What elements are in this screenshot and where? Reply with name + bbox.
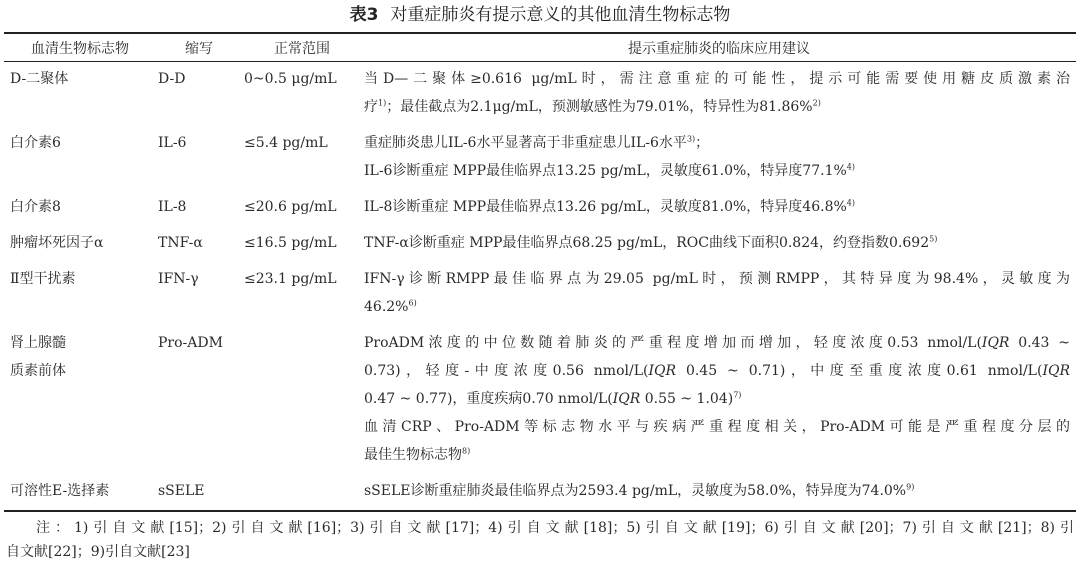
advice-text: 疗 (364, 99, 378, 115)
advice-text: sSELE诊断重症肺炎最佳临界点为2593.4 pg/mL，灵敏度为58.0%，特异度为74.0% (364, 483, 907, 499)
table-footnote (6, 516, 1074, 564)
advice-line (364, 357, 1070, 385)
header-normal-range: 正常范围 (274, 40, 330, 57)
italic-term: IQR (981, 335, 1010, 351)
header-abbreviation: 缩写 (185, 40, 213, 57)
footnote-line: 自文献[22]；9)引自文献[23] (6, 544, 190, 560)
cell-abbreviation: D-D (158, 71, 186, 87)
citation-marker: 8) (462, 446, 471, 456)
advice-text: 0.73)，轻度-中度浓度0.56 nmol/L( (364, 363, 649, 379)
advice-text: 当D—二聚体≥0.616 μg/mL时，需注意重症的可能性，提示可能需要使用糖皮质激素治 (364, 71, 1070, 87)
cell-biomarker-name (4, 326, 156, 474)
cell-normal-range (242, 326, 362, 474)
cell-clinical-advice (362, 474, 1076, 511)
advice-line (364, 93, 1070, 121)
cell-abbreviation: sSELE (158, 483, 205, 499)
cell-abbreviation: IL-6 (158, 135, 187, 151)
footnote-line: 注：1)引自文献[15]；2)引自文献[16]；3)引自文献[17]；4)引自文献[18]；5)引自文献[19]；6)引自文献[20]；7)引自文献[21]；8)引 (36, 520, 1074, 536)
biomarker-name-line: 肾上腺髓 (10, 335, 66, 351)
biomarker-name-line: 肿瘤坏死因子α (10, 235, 104, 251)
advice-text: 46.2% (364, 299, 409, 315)
cell-normal-range: ≤20.6 pg/mL (244, 199, 337, 215)
biomarker-name-line: 质素前体 (10, 363, 66, 379)
table-row (4, 474, 1076, 511)
advice-line (364, 293, 1070, 321)
citation-marker: 3) (686, 134, 696, 144)
cell-normal-range: ≤23.1 pg/mL (244, 271, 337, 287)
cell-biomarker-name (4, 262, 156, 326)
advice-line (364, 441, 1070, 469)
citation-marker: 4) (846, 162, 855, 172)
table-row (4, 190, 1076, 226)
italic-term: IQR (648, 363, 677, 379)
cell-biomarker-name (4, 62, 156, 127)
cell-abbreviation: IL-8 (158, 199, 187, 215)
cell-abbreviation: TNF-α (158, 235, 203, 251)
advice-line (364, 329, 1070, 357)
table-header-row (4, 33, 1076, 62)
italic-term: IQR (612, 391, 641, 407)
advice-text: 0.47 ~ 0.77)，重度疾病0.70 nmol/L( (364, 391, 613, 407)
advice-text: ；最佳截点为2.1μg/mL，预测敏感性为79.01%，特异性为81.86% (386, 99, 813, 115)
advice-line (364, 229, 1070, 257)
cell-normal-range: ≤5.4 pg/mL (244, 135, 328, 151)
advice-text: ProADM浓度的中位数随着肺炎的严重程度增加而增加，轻度浓度0.53 nmol/L( (364, 335, 982, 351)
citation-marker: 1) (378, 98, 387, 108)
cell-clinical-advice (362, 190, 1076, 226)
table-row (4, 326, 1076, 474)
advice-line (364, 265, 1070, 293)
advice-text: IL-6诊断重症 MPP最佳临界点13.25 pg/mL，灵敏度61.0%，特异度77.1% (364, 163, 847, 179)
table-title: 对重症肺炎有提示意义的其他血清生物标志物 (390, 5, 731, 25)
advice-text: IFN-γ诊断RMPP最佳临界点为29.05 pg/mL时，预测RMPP，其特异度为98.4%，灵敏度为 (364, 271, 1070, 287)
advice-line (364, 413, 1070, 441)
cell-clinical-advice (362, 262, 1076, 326)
cell-normal-range (242, 474, 362, 511)
advice-line (364, 157, 1070, 185)
advice-text: 最佳生物标志物 (364, 447, 462, 463)
biomarker-name-line: 可溶性E-选择素 (10, 483, 110, 499)
advice-line (364, 477, 1070, 505)
italic-term: IQR (1042, 363, 1070, 379)
advice-line (364, 385, 1070, 413)
advice-text: 0.55 ~ 1.04) (640, 391, 734, 407)
cell-biomarker-name (4, 126, 156, 190)
advice-text: IL-8诊断重症 MPP最佳临界点13.26 pg/mL，灵敏度81.0%，特异度46.8% (364, 199, 847, 215)
biomarker-name-line: D-二聚体 (10, 71, 69, 87)
cell-normal-range: ≤16.5 pg/mL (244, 235, 337, 251)
cell-clinical-advice (362, 226, 1076, 262)
advice-text: 0.45 ~ 0.71)，中度至重度浓度0.61 nmol/L( (676, 363, 1043, 379)
cell-abbreviation: IFN-γ (158, 271, 199, 287)
citation-marker: 4) (846, 198, 855, 208)
table-row (4, 62, 1076, 127)
cell-clinical-advice (362, 326, 1076, 474)
cell-clinical-advice (362, 126, 1076, 190)
table-row (4, 126, 1076, 190)
citation-marker: 6) (408, 298, 417, 308)
biomarker-table (4, 32, 1076, 512)
advice-text: 0.43 ~ (1009, 335, 1070, 351)
biomarker-name-line: 白介素6 (10, 135, 61, 151)
citation-marker: 9) (906, 482, 915, 492)
advice-line (364, 129, 1070, 157)
header-biomarker: 血清生物标志物 (31, 40, 129, 57)
table-caption (0, 4, 1080, 26)
citation-marker: 7) (733, 390, 742, 400)
advice-text: TNF-α诊断重症 MPP最佳临界点68.25 pg/mL，ROC曲线下面积0.824，约登指数0.692 (364, 235, 930, 251)
table-row (4, 262, 1076, 326)
biomarker-name-line: Ⅱ型干扰素 (10, 271, 76, 287)
table-row (4, 226, 1076, 262)
advice-text: 血清CRP、Pro-ADM等标志物水平与疾病严重程度相关，Pro-ADM可能是严重程度分层的 (364, 419, 1070, 435)
cell-normal-range: 0~0.5 μg/mL (244, 71, 337, 87)
cell-biomarker-name (4, 226, 156, 262)
cell-biomarker-name (4, 190, 156, 226)
table-number: 表3 (349, 5, 379, 25)
cell-biomarker-name (4, 474, 156, 511)
header-clinical-advice: 提示重症肺炎的临床应用建议 (628, 40, 810, 57)
advice-line (364, 193, 1070, 221)
advice-line (364, 65, 1070, 93)
cell-clinical-advice (362, 62, 1076, 127)
citation-marker: 2) (812, 98, 821, 108)
biomarker-name-line: 白介素8 (10, 199, 61, 215)
cell-abbreviation: Pro-ADM (158, 335, 223, 351)
advice-text: 重症肺炎患儿IL-6水平显著高于非重症患儿IL-6水平 (364, 135, 687, 151)
advice-text: ； (695, 135, 710, 151)
citation-marker: 5) (929, 234, 938, 244)
